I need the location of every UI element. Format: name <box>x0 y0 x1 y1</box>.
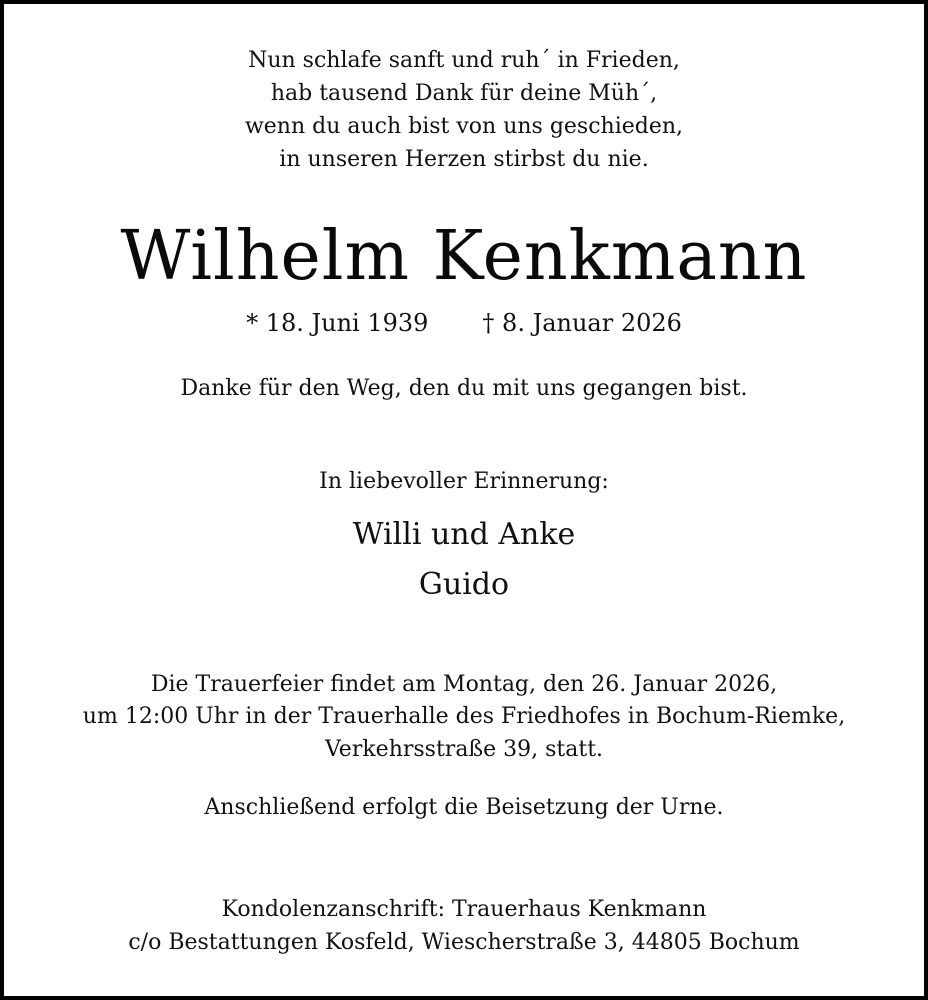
condolence-line-1: Kondolenzanschrift: Trauerhaus Kenkmann <box>221 897 707 922</box>
life-dates <box>4 310 924 338</box>
mourner-line-1: Willi und Anke <box>352 517 576 552</box>
verse-line-4: in unseren Herzen stirbst du nie. <box>279 147 649 172</box>
birth-date: * 18. Juni 1939 <box>246 309 429 337</box>
remembrance-heading: In liebevoller Erinnerung: <box>319 469 609 494</box>
burial-line: Anschließend erfolgt die Beisetzung der Urne. <box>204 795 724 820</box>
deceased-name: Wilhelm Kenkmann <box>120 217 808 296</box>
thanks-line: Danke für den Weg, den du mit uns gegangen bist. <box>180 376 748 401</box>
funeral-line-1: Die Trauerfeier findet am Montag, den 26. Januar 2026, <box>150 672 778 697</box>
verse-line-2: hab tausend Dank für deine Müh´, <box>270 81 658 106</box>
condolence-line-2: c/o Bestattungen Kosfeld, Wiescherstraße 3, 44805 Bochum <box>128 930 800 955</box>
mourner-line-2: Guido <box>418 567 510 602</box>
death-date: † 8. Januar 2026 <box>482 309 682 337</box>
funeral-line-2: um 12:00 Uhr in der Trauerhalle des Friedhofes in Bochum-Riemke, <box>82 704 846 729</box>
funeral-line-3: Verkehrsstraße 39, statt. <box>324 737 604 762</box>
verse-line-1: Nun schlafe sanft und ruh´ in Frieden, <box>248 48 680 73</box>
verse-line-3: wenn du auch bist von uns geschieden, <box>244 114 684 139</box>
